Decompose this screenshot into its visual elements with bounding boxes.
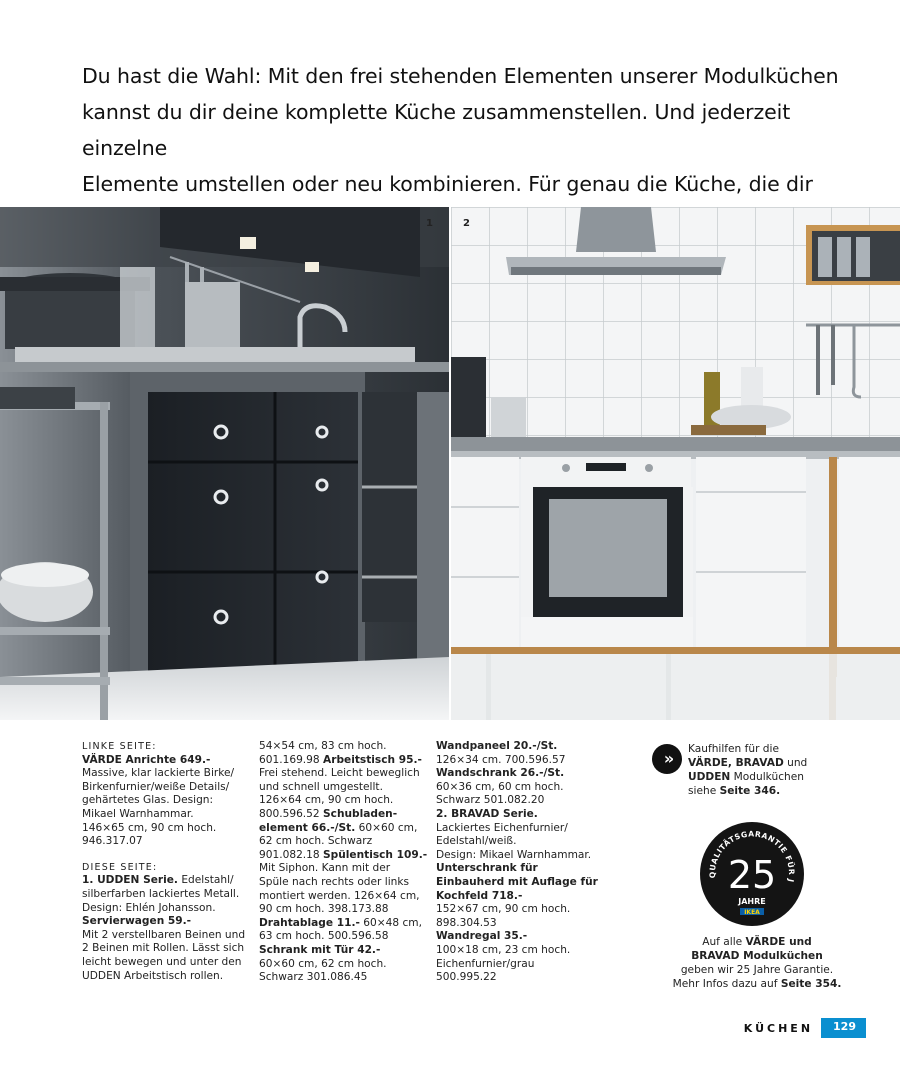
text-line: 146×65 cm, 90 cm hoch. bbox=[82, 821, 217, 834]
product-name: Schrank mit Tür 42.- bbox=[259, 943, 381, 956]
text-line: Auf alle VÄRDE und bbox=[702, 936, 812, 948]
text-line: Schwarz 501.082.20 bbox=[436, 794, 545, 807]
product-name: Unterschrank für bbox=[436, 862, 538, 875]
kitchen-photos bbox=[0, 207, 900, 720]
page-reference-link[interactable]: Mehr Infos dazu auf Seite 354. bbox=[672, 978, 842, 990]
text-line: 152×67 cm, 90 cm hoch. bbox=[436, 903, 571, 916]
text-line: Birkenfurnier/weiße Details/ bbox=[82, 780, 230, 793]
page-reference-link[interactable]: siehe Seite 346. bbox=[688, 785, 781, 797]
text-line: 2 Beinen mit Rollen. Lässt sich bbox=[82, 942, 245, 955]
text-line: 60×36 cm, 60 cm hoch. bbox=[436, 780, 564, 793]
intro-line: kannst du dir deine komplette Küche zusammenstellen. Und jederzeit einzelne bbox=[82, 100, 791, 160]
product-name: Wandregal 35.- bbox=[436, 930, 528, 943]
guarantee-badge-graphic bbox=[700, 822, 804, 926]
page-number: 129 bbox=[821, 1018, 866, 1038]
text-line: Frei stehend. Leicht beweglich bbox=[259, 767, 420, 780]
guarantee-note bbox=[652, 935, 862, 991]
text-line: Mit Siphon. Kann mit der bbox=[259, 862, 391, 875]
text-line: 63 cm hoch. 500.596.58 bbox=[259, 930, 389, 943]
text-line: und schnell umgestellt. bbox=[259, 780, 383, 793]
guarantee-badge bbox=[700, 822, 804, 926]
photo-udden-kitchen bbox=[0, 207, 449, 720]
text-line: Schwarz 301.086.45 bbox=[259, 971, 368, 984]
product-name: Wandschrank 26.-/St. bbox=[436, 767, 565, 780]
text-line: 62 cm hoch. Schwarz bbox=[259, 835, 373, 848]
intro-line: Du hast die Wahl: Mit den frei stehenden Elementen unserer Modulküchen bbox=[82, 64, 839, 88]
text-line: Kaufhilfen für die bbox=[688, 743, 779, 755]
text-line: element 66.-/St. 60×60 cm, bbox=[259, 821, 418, 834]
text-line: 90 cm hoch. 398.173.88 bbox=[259, 903, 389, 916]
text-line: 898.304.53 bbox=[436, 916, 497, 929]
text-line: Edelstahl/weiß. bbox=[436, 835, 517, 848]
section-heading: DIESE SEITE: bbox=[82, 861, 158, 873]
text-line: 54×54 cm, 83 cm hoch. bbox=[259, 740, 387, 752]
article-number: 946.317.07 bbox=[82, 835, 143, 848]
photo-number-2: 2 bbox=[463, 218, 470, 229]
text-line: 126×34 cm. 700.596.57 bbox=[436, 753, 566, 766]
text-line: 601.169.98 Arbeitstisch 95.- bbox=[259, 753, 422, 766]
text-line: UDDEN Modulküchen bbox=[688, 771, 804, 783]
text-line: montiert werden. 126×64 cm, bbox=[259, 889, 420, 902]
text-line: 901.082.18 Spülentisch 109.- bbox=[259, 848, 428, 861]
text-column-1 bbox=[82, 740, 252, 983]
udden-kitchen-illustration bbox=[0, 207, 449, 720]
photo-number-1: 1 bbox=[426, 218, 433, 229]
text-line: leicht bewegen und unter den bbox=[82, 955, 242, 968]
badge-number: 25 bbox=[727, 853, 777, 897]
text-line: Eichenfurnier/grau bbox=[436, 957, 535, 970]
text-line: Massive, klar lackierte Birke/ bbox=[82, 767, 235, 780]
text-line: UDDEN Arbeitstisch rollen. bbox=[82, 969, 224, 982]
product-name: Wandpaneel 20.-/St. bbox=[436, 740, 558, 752]
badge-ring-text: QUALITÄTSGARANTIE FÜR J bbox=[707, 829, 797, 884]
buying-guide-text bbox=[688, 742, 848, 798]
text-line: Spüle nach rechts oder links bbox=[259, 875, 410, 888]
text-column-2 bbox=[259, 740, 431, 985]
product-name: Kochfeld 718.- bbox=[436, 889, 523, 902]
text-line: VÄRDE, BRAVAD und bbox=[688, 757, 808, 769]
product-name: Servierwagen 59.- bbox=[82, 915, 192, 928]
text-line: 126×64 cm, 90 cm hoch. bbox=[259, 794, 394, 807]
text-line: Mit 2 verstellbaren Beinen und bbox=[82, 928, 246, 941]
intro-line: Elemente umstellen oder neu kombinieren. Für genau die Küche, die dir bbox=[82, 172, 813, 196]
text-line: 100×18 cm, 23 cm hoch. bbox=[436, 943, 571, 956]
text-line: geben wir 25 Jahre Garantie. bbox=[680, 964, 834, 976]
text-line: Drahtablage 11.- 60×48 cm, bbox=[259, 916, 422, 929]
text-line: 1. UDDEN Serie. Edelstahl/ bbox=[82, 874, 234, 887]
section-heading: LINKE SEITE: bbox=[82, 741, 157, 752]
badge-unit: JAHRE bbox=[738, 897, 766, 906]
text-line: BRAVAD Modulküchen bbox=[691, 950, 823, 962]
product-name: Einbauherd mit Auflage für bbox=[436, 875, 598, 888]
page-footer bbox=[744, 1019, 866, 1037]
text-line: 500.995.22 bbox=[436, 971, 497, 984]
text-line: Lackiertes Eichenfurnier/ bbox=[436, 821, 568, 834]
text-line: Design: Ehlén Johansson. bbox=[82, 901, 216, 914]
text-line: silberfarben lackiertes Metall. bbox=[82, 887, 240, 900]
text-line: gehärtetes Glas. Design: bbox=[82, 794, 214, 807]
product-name: 2. BRAVAD Serie. bbox=[436, 807, 538, 820]
bravad-kitchen-illustration bbox=[451, 207, 900, 720]
text-line: Design: Mikael Warnhammar. bbox=[436, 848, 592, 861]
text-line: 60×60 cm, 62 cm hoch. bbox=[259, 957, 387, 970]
double-arrow-icon: » bbox=[652, 744, 682, 774]
text-column-3 bbox=[436, 740, 616, 985]
ikea-logo-icon: IKEA bbox=[744, 909, 760, 916]
text-line: 800.596.52 Schubladen- bbox=[259, 807, 398, 820]
text-line: Mikael Warnhammar. bbox=[82, 807, 194, 820]
photo-bravad-kitchen bbox=[451, 207, 900, 720]
product-name: VÄRDE Anrichte 649.- bbox=[82, 753, 211, 766]
section-label: KÜCHEN bbox=[743, 1021, 814, 1035]
